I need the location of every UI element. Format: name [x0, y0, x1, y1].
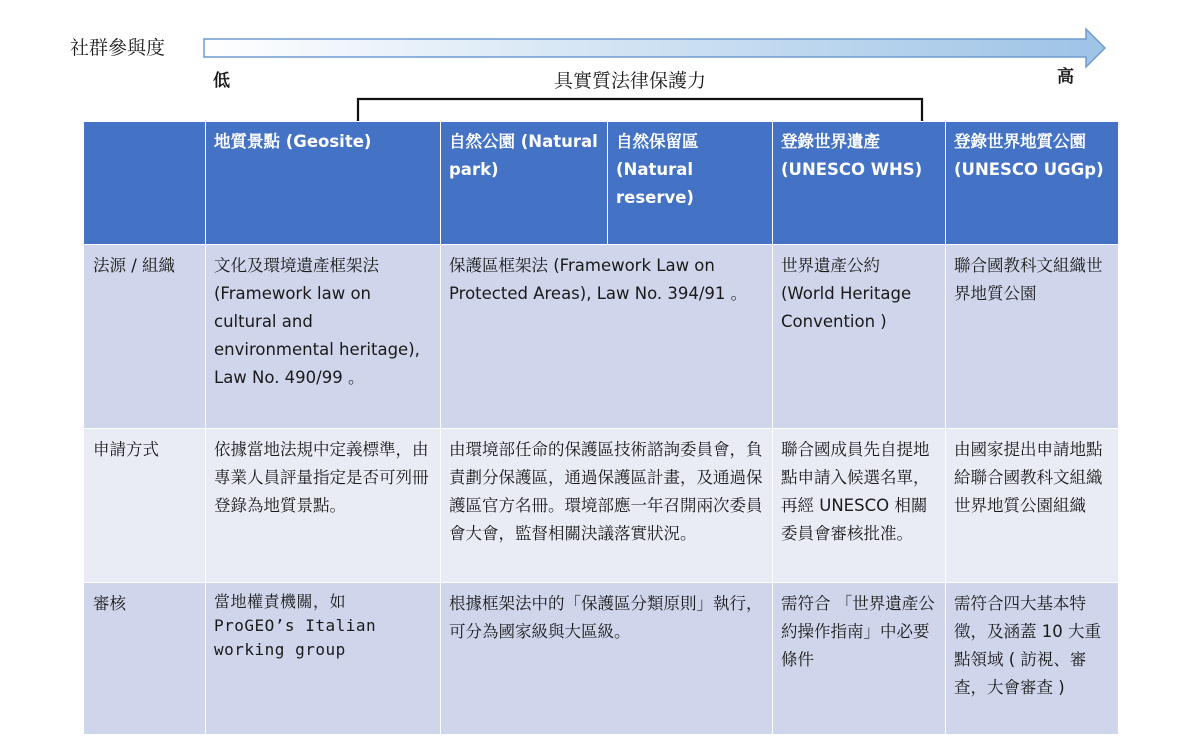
- cell-protected-areas: 根據框架法中的「保護區分類原則」執行，可分為國家級與大區級。: [441, 583, 773, 735]
- cell-protected-areas: 由環境部任命的保護區技術諮詢委員會，負責劃分保護區，通過保護區計畫，及通過保護區官方名冊。環境部應一年召開兩次委員會大會，監督相關決議落實狀況。: [441, 429, 773, 583]
- comparison-table: [83, 121, 1119, 735]
- cell-uggp: 聯合國教科文組織世界地質公園: [946, 245, 1119, 429]
- table-row: [84, 245, 1119, 429]
- cell-geosite: 文化及環境遺產框架法 (Framework law on cultural and environmental heritage), Law No. 490/99 。: [206, 245, 441, 429]
- header-natural-park: 自然公園 (Natural park): [441, 122, 608, 245]
- cell-uggp: 由國家提出申請地點給聯合國教科文組織世界地質公園組織: [946, 429, 1119, 583]
- header-geosite: 地質景點 (Geosite): [206, 122, 441, 245]
- cell-geosite: 當地權責機關，如 ProGEO’s Italian working group: [206, 583, 441, 735]
- bracket-line: [355, 96, 927, 122]
- table-header-row: [84, 122, 1119, 245]
- cell-whs: 聯合國成員先自提地點申請入候選名單，再經 UNESCO 相關委員會審核批准。: [773, 429, 946, 583]
- table-row: [84, 583, 1119, 735]
- header-unesco-uggp: 登錄世界地質公園 (UNESCO UGGp): [946, 122, 1119, 245]
- cell-whs: 世界遺產公約 (World Heritage Convention ): [773, 245, 946, 429]
- axis-high-label: 高: [1057, 67, 1074, 87]
- axis-low-label: 低: [213, 71, 230, 91]
- cell-geosite: 依據當地法規中定義標準，由專業人員評量指定是否可列冊登錄為地質景點。: [206, 429, 441, 583]
- header-empty: [84, 122, 206, 245]
- row-label: 法源 / 組織: [84, 245, 206, 429]
- header-unesco-whs: 登錄世界遺產 (UNESCO WHS): [773, 122, 946, 245]
- cell-whs: 需符合 「世界遺產公約操作指南」中必要條件: [773, 583, 946, 735]
- header-natural-reserve: 自然保留區 (Natural reserve): [608, 122, 773, 245]
- cell-uggp: 需符合四大基本特徵，及涵蓋 10 大重點領域 ( 訪視、審查，大會審查 ): [946, 583, 1119, 735]
- row-label: 申請方式: [84, 429, 206, 583]
- legal-protection-label: 具實質法律保護力: [553, 70, 706, 92]
- gradient-arrow: [203, 27, 1108, 69]
- row-label: 審核: [84, 583, 206, 735]
- cell-protected-areas: 保護區框架法 (Framework Law on Protected Areas), Law No. 394/91 。: [441, 245, 773, 429]
- axis-label-community-participation: 社群參與度: [70, 37, 166, 59]
- table-row: [84, 429, 1119, 583]
